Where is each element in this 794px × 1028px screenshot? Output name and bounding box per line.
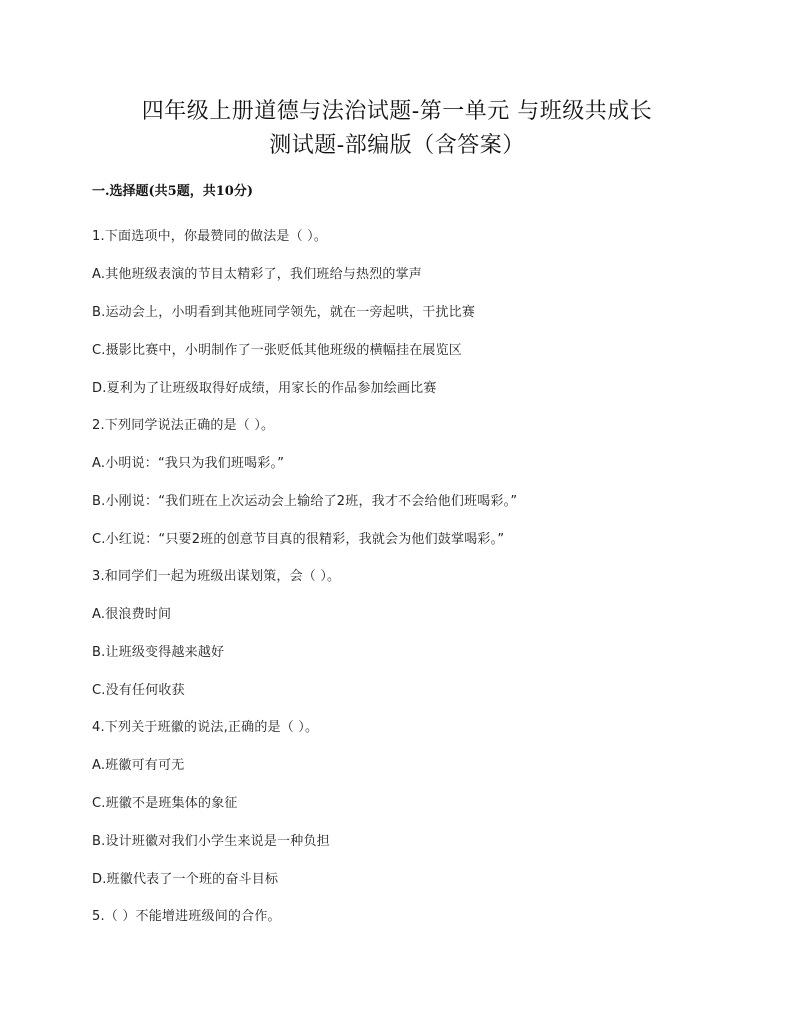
question-4-option-a: A.班徽可有可无 bbox=[92, 758, 185, 773]
question-3-option-c: C.没有任何收获 bbox=[92, 683, 185, 698]
question-4-stem: 4.下列关于班徽的说法,正确的是（ ）。 bbox=[92, 720, 319, 735]
document-title-line-1: 四年级上册道德与法治试题-第一单元 与班级共成长 bbox=[141, 99, 653, 124]
question-2-option-b: B.小刚说：“我们班在上次运动会上输给了2班，我才不会给他们班喝彩。” bbox=[92, 494, 518, 509]
question-1-option-d: D.夏利为了让班级取得好成绩，用家长的作品参加绘画比赛 bbox=[92, 381, 437, 396]
document-title-line-2: 测试题-部编版（含答案） bbox=[269, 133, 525, 158]
question-3-option-b: B.让班级变得越来越好 bbox=[92, 645, 225, 660]
question-1-option-a: A.其他班级表演的节目太精彩了，我们班给与热烈的掌声 bbox=[92, 267, 422, 282]
question-3-stem: 3.和同学们一起为班级出谋划策，会（ ）。 bbox=[92, 569, 341, 584]
question-3-option-a: A.很浪费时间 bbox=[92, 607, 172, 622]
question-2-option-a: A.小明说：“我只为我们班喝彩。” bbox=[92, 456, 285, 471]
question-1-option-b: B.运动会上，小明看到其他班同学领先，就在一旁起哄，干扰比赛 bbox=[92, 305, 476, 320]
question-1-option-c: C.摄影比赛中，小明制作了一张贬低其他班级的横幅挂在展览区 bbox=[92, 343, 463, 358]
question-4-option-c: C.班徽不是班集体的象征 bbox=[92, 796, 238, 811]
question-4-option-d: D.班徽代表了一个班的奋斗目标 bbox=[92, 872, 279, 887]
section-heading: 一.选择题(共5题，共10分) bbox=[92, 184, 253, 199]
question-2-option-c: C.小红说：“只要2班的创意节目真的很精彩，我就会为他们鼓掌喝彩。” bbox=[92, 532, 505, 547]
question-5-stem: 5.（ ）不能增进班级间的合作。 bbox=[92, 909, 281, 924]
question-1-stem: 1.下面选项中，你最赞同的做法是（ ）。 bbox=[92, 229, 328, 244]
question-4-option-b: B.设计班徽对我们小学生来说是一种负担 bbox=[92, 834, 330, 849]
question-2-stem: 2.下列同学说法正确的是（ ）。 bbox=[92, 418, 275, 433]
